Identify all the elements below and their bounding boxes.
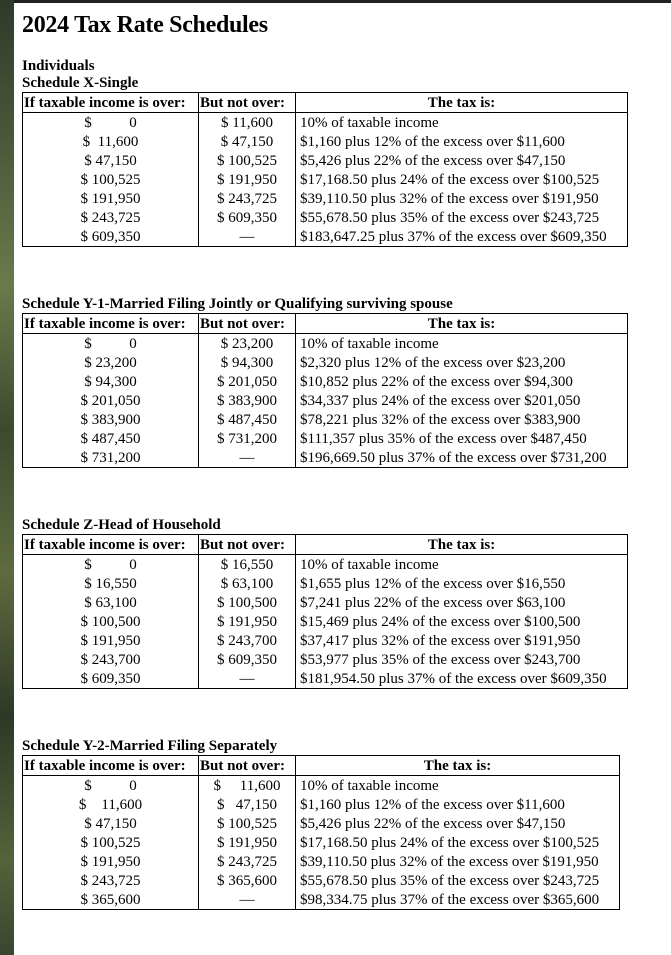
column-header: But not over: — [199, 314, 296, 334]
not-over-cell: $ 100,525 — [199, 151, 296, 170]
table-row — [23, 593, 628, 612]
tax-formula-cell: $5,426 plus 22% of the excess over $47,150 — [296, 814, 620, 833]
table-row — [23, 833, 620, 852]
table-row — [23, 669, 628, 689]
schedule-title: Schedule X-Single — [22, 75, 139, 91]
income-over-cell: $ 47,150 — [23, 151, 199, 170]
not-over-cell: — — [199, 227, 296, 247]
not-over-cell: $ 731,200 — [199, 429, 296, 448]
not-over-cell: $ 365,600 — [199, 871, 296, 890]
not-over-cell: $ 383,900 — [199, 391, 296, 410]
not-over-cell: $ 23,200 — [199, 334, 296, 354]
tax-formula-cell: $78,221 plus 32% of the excess over $383,900 — [296, 410, 628, 429]
schedule-title: Schedule Y-1-Married Filing Jointly or Qualifying surviving spouse — [22, 296, 453, 312]
schedule-section — [22, 468, 662, 689]
income-over-cell: $ 243,725 — [23, 871, 199, 890]
not-over-cell: $ 609,350 — [199, 208, 296, 227]
income-over-cell: $ 609,350 — [23, 669, 199, 689]
column-header: The tax is: — [296, 314, 628, 334]
income-over-cell: $ 243,700 — [23, 650, 199, 669]
tax-formula-cell: $1,160 plus 12% of the excess over $11,600 — [296, 132, 628, 151]
column-header: But not over: — [199, 93, 296, 113]
table-header-row — [23, 756, 620, 776]
income-over-cell: $ 0 — [23, 334, 199, 354]
tax-formula-cell: 10% of taxable income — [296, 555, 628, 575]
not-over-cell: $ 487,450 — [199, 410, 296, 429]
tax-formula-cell: $55,678.50 plus 35% of the excess over $243,725 — [296, 208, 628, 227]
income-over-cell: $ 63,100 — [23, 593, 199, 612]
table-row — [23, 189, 628, 208]
income-over-cell: $ 16,550 — [23, 574, 199, 593]
document-content — [22, 10, 662, 910]
tax-formula-cell: $196,669.50 plus 37% of the excess over $731,200 — [296, 448, 628, 468]
table-header-row — [23, 93, 628, 113]
income-over-cell: $ 191,950 — [23, 852, 199, 871]
column-header: But not over: — [199, 756, 296, 776]
tax-formula-cell: $34,337 plus 24% of the excess over $201,050 — [296, 391, 628, 410]
income-over-cell: $ 201,050 — [23, 391, 199, 410]
income-over-cell: $ 100,525 — [23, 833, 199, 852]
not-over-cell: — — [199, 448, 296, 468]
tax-formula-cell: $10,852 plus 22% of the excess over $94,300 — [296, 372, 628, 391]
tax-rate-table — [22, 313, 628, 468]
not-over-cell: $ 100,525 — [199, 814, 296, 833]
not-over-cell: $ 16,550 — [199, 555, 296, 575]
table-row — [23, 890, 620, 910]
income-over-cell: $ 243,725 — [23, 208, 199, 227]
schedule-section — [22, 689, 662, 910]
column-header: The tax is: — [296, 535, 628, 555]
table-row — [23, 814, 620, 833]
column-header: If taxable income is over: — [23, 93, 199, 113]
column-header: If taxable income is over: — [23, 314, 199, 334]
section-gap — [22, 247, 662, 296]
table-row — [23, 429, 628, 448]
income-over-cell: $ 11,600 — [23, 795, 199, 814]
table-row — [23, 795, 620, 814]
schedules-container — [22, 75, 662, 910]
tax-formula-cell: $39,110.50 plus 32% of the excess over $191,950 — [296, 852, 620, 871]
not-over-cell: $ 243,725 — [199, 189, 296, 208]
tax-formula-cell: $111,357 plus 35% of the excess over $487,450 — [296, 429, 628, 448]
income-over-cell: $ 383,900 — [23, 410, 199, 429]
not-over-cell: $ 243,700 — [199, 631, 296, 650]
table-row — [23, 334, 628, 354]
income-over-cell: $ 100,525 — [23, 170, 199, 189]
table-row — [23, 631, 628, 650]
not-over-cell: — — [199, 890, 296, 910]
tax-formula-cell: 10% of taxable income — [296, 113, 628, 133]
tax-formula-cell: $1,160 plus 12% of the excess over $11,600 — [296, 795, 620, 814]
not-over-cell: $ 11,600 — [199, 776, 296, 796]
table-row — [23, 113, 628, 133]
tax-formula-cell: $17,168.50 plus 24% of the excess over $100,525 — [296, 833, 620, 852]
table-row — [23, 151, 628, 170]
section-gap — [22, 689, 662, 738]
column-header: The tax is: — [296, 93, 628, 113]
column-header: If taxable income is over: — [23, 535, 199, 555]
page-title: 2024 Tax Rate Schedules — [22, 12, 268, 38]
tax-formula-cell: $17,168.50 plus 24% of the excess over $100,525 — [296, 170, 628, 189]
income-over-cell: $ 191,950 — [23, 631, 199, 650]
table-row — [23, 372, 628, 391]
income-over-cell: $ 0 — [23, 776, 199, 796]
income-over-cell: $ 47,150 — [23, 814, 199, 833]
not-over-cell: $ 609,350 — [199, 650, 296, 669]
tax-formula-cell: $183,647.25 plus 37% of the excess over $609,350 — [296, 227, 628, 247]
not-over-cell: $ 201,050 — [199, 372, 296, 391]
tax-rate-table — [22, 92, 628, 247]
table-header-row — [23, 314, 628, 334]
schedule-title: Schedule Z-Head of Household — [22, 517, 221, 533]
table-row — [23, 650, 628, 669]
tax-rate-table — [22, 755, 620, 910]
table-row — [23, 555, 628, 575]
table-row — [23, 852, 620, 871]
table-row — [23, 574, 628, 593]
tax-formula-cell: $37,417 plus 32% of the excess over $191,950 — [296, 631, 628, 650]
background-image-strip — [0, 0, 14, 955]
table-row — [23, 410, 628, 429]
tax-formula-cell: $181,954.50 plus 37% of the excess over $609,350 — [296, 669, 628, 689]
table-row — [23, 776, 620, 796]
not-over-cell: $ 11,600 — [199, 113, 296, 133]
tax-rate-table — [22, 534, 628, 689]
schedule-title: Schedule Y-2-Married Filing Separately — [22, 738, 278, 754]
tax-formula-cell: $55,678.50 plus 35% of the excess over $243,725 — [296, 871, 620, 890]
table-row — [23, 612, 628, 631]
schedule-section — [22, 75, 662, 247]
tax-formula-cell: 10% of taxable income — [296, 334, 628, 354]
table-row — [23, 391, 628, 410]
not-over-cell: $ 94,300 — [199, 353, 296, 372]
not-over-cell: $ 191,950 — [199, 612, 296, 631]
not-over-cell: $ 191,950 — [199, 170, 296, 189]
income-over-cell: $ 365,600 — [23, 890, 199, 910]
not-over-cell: $ 100,500 — [199, 593, 296, 612]
column-header: If taxable income is over: — [23, 756, 199, 776]
not-over-cell: $ 243,725 — [199, 852, 296, 871]
income-over-cell: $ 0 — [23, 555, 199, 575]
column-header: The tax is: — [296, 756, 620, 776]
income-over-cell: $ 191,950 — [23, 189, 199, 208]
schedule-section — [22, 247, 662, 468]
not-over-cell: $ 63,100 — [199, 574, 296, 593]
tax-formula-cell: $15,469 plus 24% of the excess over $100,500 — [296, 612, 628, 631]
tax-formula-cell: $5,426 plus 22% of the excess over $47,150 — [296, 151, 628, 170]
tax-formula-cell: $98,334.75 plus 37% of the excess over $365,600 — [296, 890, 620, 910]
table-row — [23, 448, 628, 468]
not-over-cell: $ 47,150 — [199, 795, 296, 814]
tax-formula-cell: $2,320 plus 12% of the excess over $23,200 — [296, 353, 628, 372]
section-gap — [22, 468, 662, 517]
income-over-cell: $ 100,500 — [23, 612, 199, 631]
column-header: But not over: — [199, 535, 296, 555]
category-heading: Individuals — [22, 58, 95, 74]
income-over-cell: $ 0 — [23, 113, 199, 133]
tax-formula-cell: $7,241 plus 22% of the excess over $63,100 — [296, 593, 628, 612]
not-over-cell: — — [199, 669, 296, 689]
top-border — [0, 0, 671, 3]
not-over-cell: $ 191,950 — [199, 833, 296, 852]
table-row — [23, 208, 628, 227]
income-over-cell: $ 23,200 — [23, 353, 199, 372]
income-over-cell: $ 487,450 — [23, 429, 199, 448]
income-over-cell: $ 11,600 — [23, 132, 199, 151]
table-row — [23, 353, 628, 372]
table-header-row — [23, 535, 628, 555]
income-over-cell: $ 94,300 — [23, 372, 199, 391]
income-over-cell: $ 731,200 — [23, 448, 199, 468]
tax-formula-cell: 10% of taxable income — [296, 776, 620, 796]
table-row — [23, 132, 628, 151]
tax-formula-cell: $39,110.50 plus 32% of the excess over $191,950 — [296, 189, 628, 208]
table-row — [23, 170, 628, 189]
tax-formula-cell: $53,977 plus 35% of the excess over $243,700 — [296, 650, 628, 669]
table-row — [23, 871, 620, 890]
tax-formula-cell: $1,655 plus 12% of the excess over $16,550 — [296, 574, 628, 593]
not-over-cell: $ 47,150 — [199, 132, 296, 151]
table-row — [23, 227, 628, 247]
income-over-cell: $ 609,350 — [23, 227, 199, 247]
